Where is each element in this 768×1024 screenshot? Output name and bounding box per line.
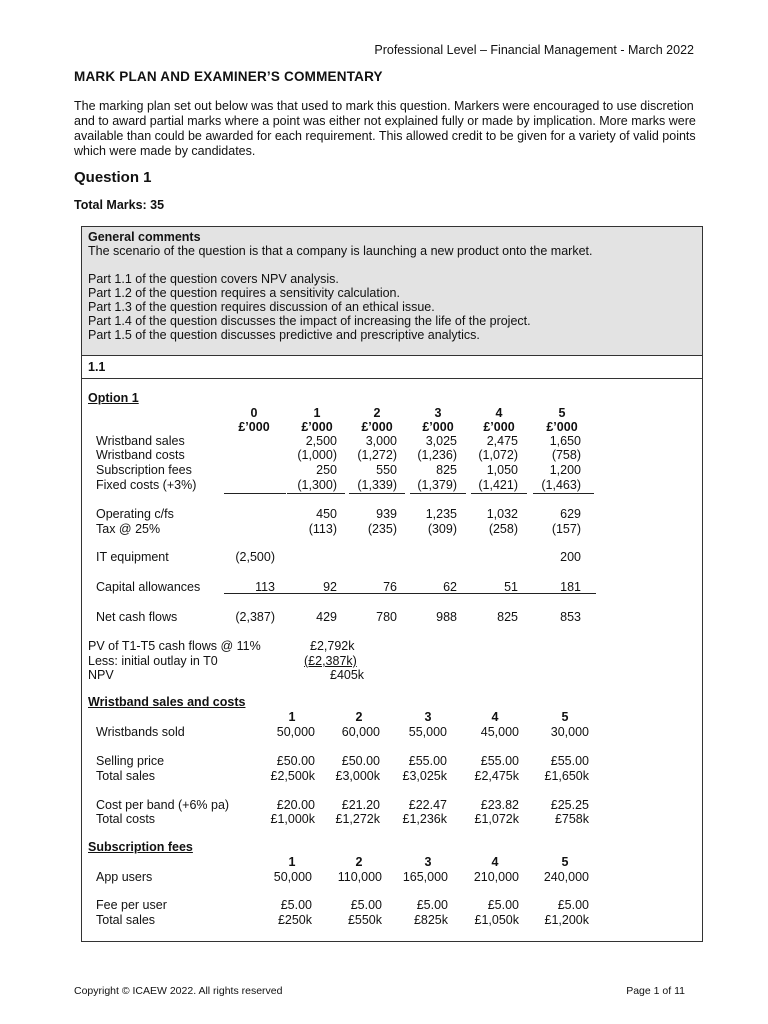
value-cell: 1,032 [486, 507, 518, 521]
value-cell: 200 [560, 550, 581, 564]
value-cell: 92 [323, 580, 337, 594]
value-cell: 2,500 [305, 434, 337, 448]
value-cell: 62 [443, 580, 457, 594]
value-cell: 780 [376, 610, 397, 624]
row-label: Tax @ 25% [96, 522, 161, 536]
value-cell: (1,463) [541, 478, 581, 492]
row-label: App users [96, 870, 153, 884]
value-cell: £1,050k [474, 913, 519, 927]
value-cell: £5.00 [280, 898, 312, 912]
section-row [82, 356, 702, 379]
year-header: 4 [491, 710, 499, 724]
value-cell: (113) [308, 522, 337, 536]
row-label: Fixed costs (+3%) [96, 478, 197, 492]
underline-rule [533, 493, 594, 494]
unit-header: £’000 [301, 420, 333, 434]
npv-label: NPV [88, 668, 114, 682]
value-cell: (1,000) [297, 448, 337, 462]
page-header: Professional Level – Financial Management - March 2022 [374, 43, 694, 57]
wristband-heading: Wristband sales and costs [88, 695, 246, 709]
row-label: Selling price [96, 754, 165, 768]
outlay-value: (£2,387k) [304, 654, 357, 668]
value-cell: 450 [316, 507, 337, 521]
value-cell: (2,500) [235, 550, 275, 564]
value-cell: 30,000 [550, 725, 589, 739]
row-label: Net cash flows [96, 610, 178, 624]
pv-value: £2,792k [310, 639, 355, 653]
year-header: 3 [424, 710, 432, 724]
value-cell: 51 [504, 580, 518, 594]
row-label: Cost per band (+6% pa) [96, 798, 230, 812]
value-cell: 1,235 [425, 507, 457, 521]
value-cell: £20.00 [276, 798, 315, 812]
year-header: 2 [355, 710, 363, 724]
value-cell: 429 [316, 610, 337, 624]
question-heading: Question 1 [74, 169, 152, 186]
value-cell: 110,000 [337, 870, 382, 884]
value-cell: 210,000 [473, 870, 519, 884]
pv-label: PV of T1-T5 cash flows @ 11% [88, 639, 261, 653]
npv-value: £405k [330, 668, 365, 682]
value-cell: 181 [560, 580, 581, 594]
value-cell: 165,000 [402, 870, 448, 884]
underline-rule [410, 493, 466, 494]
value-cell: 55,000 [408, 725, 447, 739]
value-cell: £55.00 [550, 754, 589, 768]
value-cell: £50.00 [276, 754, 315, 768]
underline-rule [349, 493, 405, 494]
row-label: IT equipment [96, 550, 169, 564]
value-cell: £55.00 [408, 754, 447, 768]
year-header: 5 [558, 406, 566, 420]
value-cell: £3,025k [402, 769, 447, 783]
year-header: 3 [424, 855, 432, 869]
underline-rule [287, 493, 345, 494]
value-cell: £758k [554, 812, 589, 826]
general-comments-heading: General comments [88, 230, 201, 244]
value-cell: 629 [560, 507, 581, 521]
value-cell: (1,300) [297, 478, 337, 492]
general-comment-line: The scenario of the question is that a company is launching a new product onto the market. [88, 244, 593, 258]
option1-heading: Option 1 [88, 391, 139, 405]
value-cell: £2,475k [474, 769, 519, 783]
value-cell: 939 [376, 507, 397, 521]
underline-rule [471, 493, 527, 494]
value-cell: £825k [413, 913, 448, 927]
value-cell: 1,050 [486, 463, 518, 477]
row-label: Total costs [96, 812, 156, 826]
row-label: Operating c/fs [96, 507, 174, 521]
unit-header: £’000 [361, 420, 393, 434]
year-header: 1 [288, 855, 296, 869]
value-cell: 50,000 [273, 870, 312, 884]
row-label: Total sales [96, 913, 156, 927]
row-label: Wristband sales [96, 434, 185, 448]
value-cell: £1,650k [544, 769, 589, 783]
section-label: 1.1 [88, 360, 106, 374]
footer-copyright: Copyright © ICAEW 2022. All rights reserved [74, 985, 283, 997]
value-cell: 1,200 [549, 463, 581, 477]
year-header: 4 [491, 855, 499, 869]
general-comment-line: Part 1.5 of the question discusses predictive and prescriptive analytics. [88, 328, 480, 342]
outlay-label: Less: initial outlay in T0 [88, 654, 218, 668]
page-title: MARK PLAN AND EXAMINER’S COMMENTARY [74, 69, 383, 84]
intro-paragraph: The marking plan set out below was that used to mark this question. Markers were encouraged to use discretion and to award partial marks where a point was either not explained fully or made by implication. More marks were available than could be awarded for each requirement. This allowed credit to be given for a variety of valid points which were made by candidates. [74, 99, 696, 158]
general-comments-panel [82, 227, 702, 356]
value-cell: 113 [255, 580, 275, 594]
value-cell: £55.00 [480, 754, 519, 768]
value-cell: £3,000k [335, 769, 380, 783]
value-cell: £550k [347, 913, 382, 927]
value-cell: (758) [551, 448, 581, 462]
year-header: 0 [250, 406, 258, 420]
general-comment-line: Part 1.1 of the question covers NPV analysis. [88, 272, 339, 286]
total-marks: Total Marks: 35 [74, 198, 165, 212]
value-cell: 3,025 [425, 434, 457, 448]
value-cell: £5.00 [557, 898, 589, 912]
unit-header: £’000 [422, 420, 454, 434]
underline-rule [224, 593, 596, 594]
row-label: Subscription fees [96, 463, 192, 477]
value-cell: £1,272k [335, 812, 380, 826]
value-cell: 988 [436, 610, 457, 624]
value-cell: (258) [488, 522, 518, 536]
value-cell: £1,000k [270, 812, 315, 826]
unit-header: £’000 [238, 420, 270, 434]
year-header: 3 [434, 406, 442, 420]
value-cell: 60,000 [341, 725, 380, 739]
year-header: 5 [561, 710, 569, 724]
value-cell: £1,072k [474, 812, 519, 826]
value-cell: £23.82 [480, 798, 519, 812]
year-header: 2 [373, 406, 381, 420]
value-cell: (157) [551, 522, 581, 536]
value-cell: 1,650 [549, 434, 581, 448]
value-cell: £1,236k [402, 812, 447, 826]
value-cell: £50.00 [341, 754, 380, 768]
value-cell: 76 [383, 580, 397, 594]
value-cell: £1,200k [544, 913, 589, 927]
value-cell: £22.47 [408, 798, 447, 812]
value-cell: (1,072) [478, 448, 518, 462]
value-cell: £5.00 [350, 898, 382, 912]
mark-plan-box [81, 226, 703, 942]
year-header: 2 [355, 855, 363, 869]
value-cell: (235) [367, 522, 397, 536]
general-comment-line: Part 1.3 of the question requires discussion of an ethical issue. [88, 300, 435, 314]
year-header: 4 [495, 406, 503, 420]
value-cell: (1,272) [357, 448, 397, 462]
value-cell: (1,379) [417, 478, 457, 492]
row-label: Wristbands sold [96, 725, 185, 739]
general-comment-line: Part 1.4 of the question discusses the impact of increasing the life of the project. [88, 314, 531, 328]
row-label: Wristband costs [96, 448, 185, 462]
subscription-heading: Subscription fees [88, 840, 193, 854]
value-cell: (1,339) [357, 478, 397, 492]
value-cell: 250 [316, 463, 337, 477]
unit-header: £’000 [483, 420, 515, 434]
year-header: 1 [313, 406, 321, 420]
year-header: 5 [561, 855, 569, 869]
row-label: Capital allowances [96, 580, 201, 594]
footer-page-number: Page 1 of 11 [626, 985, 685, 997]
value-cell: (2,387) [235, 610, 275, 624]
value-cell: 45,000 [480, 725, 519, 739]
value-cell: £5.00 [487, 898, 519, 912]
value-cell: (309) [427, 522, 457, 536]
value-cell: £21.20 [341, 798, 380, 812]
row-label: Total sales [96, 769, 156, 783]
value-cell: (1,236) [417, 448, 457, 462]
value-cell: 2,475 [486, 434, 518, 448]
underline-rule [224, 493, 286, 494]
value-cell: 3,000 [365, 434, 397, 448]
value-cell: (1,421) [478, 478, 518, 492]
value-cell: 50,000 [276, 725, 315, 739]
value-cell: £25.25 [550, 798, 589, 812]
value-cell: 825 [497, 610, 518, 624]
value-cell: 825 [436, 463, 457, 477]
value-cell: £5.00 [416, 898, 448, 912]
general-comment-line: Part 1.2 of the question requires a sensitivity calculation. [88, 286, 400, 300]
value-cell: 853 [560, 610, 581, 624]
value-cell: 550 [376, 463, 397, 477]
year-header: 1 [288, 710, 296, 724]
value-cell: £2,500k [270, 769, 315, 783]
value-cell: 240,000 [543, 870, 589, 884]
unit-header: £’000 [546, 420, 578, 434]
value-cell: £250k [277, 913, 312, 927]
row-label: Fee per user [96, 898, 167, 912]
